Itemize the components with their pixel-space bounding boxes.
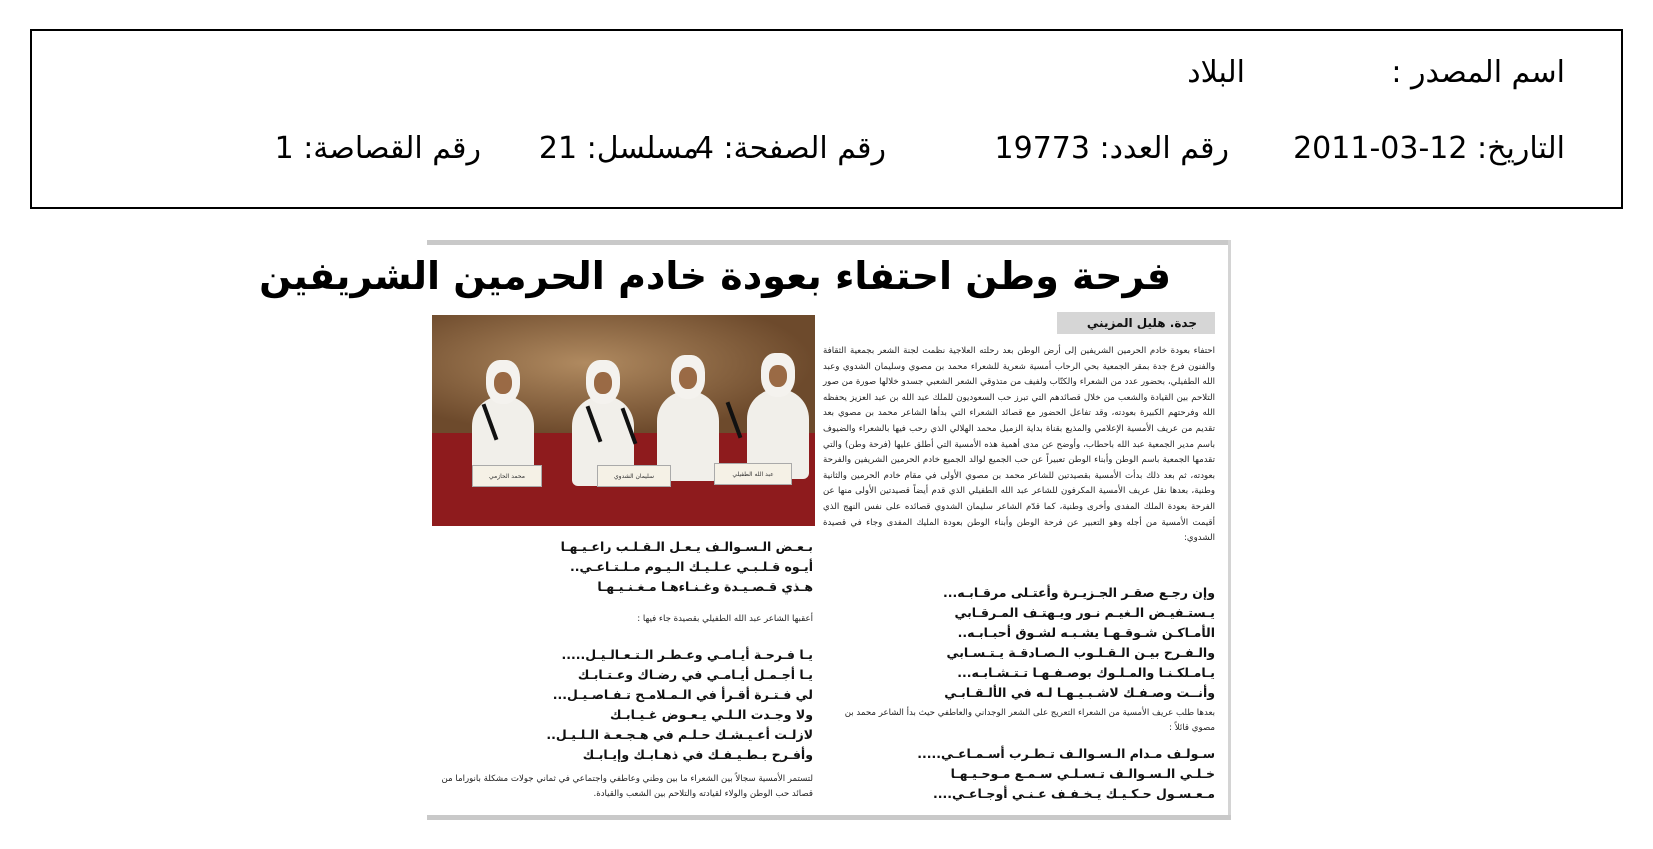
newspaper-clipping	[259, 240, 1231, 820]
source-value: البلاد	[1187, 55, 1245, 90]
article-headline: فرحة وطن احتفاء بعودة خادم الحرمين الشريفين	[259, 254, 1171, 298]
verse-line: يـستـفيـض الـغيـم نـور ويـهتـف المـرقـابي	[954, 605, 1215, 620]
top-rule	[427, 240, 1231, 245]
side-rule	[1228, 240, 1231, 820]
document-header-box	[30, 29, 1623, 209]
verse-line: يـا فـرحـة أيـامـي وعـطـر الـتـعـالـيـل.....	[561, 647, 813, 662]
verse-line: ولا وجـدت الـلـي يـعـوض غـيـابـك	[609, 707, 813, 722]
source-label: اسم المصدر :	[1391, 55, 1565, 90]
verse-line: وأنــت وصـفـك لاشـبـيـهـا لـه في الألـقـابـي	[944, 685, 1215, 700]
verse-line: يـامـلكـنـا والمـلـوك بوصـفـهـا تـتـشـابـه...	[957, 665, 1215, 680]
page-number: رقم الصفحة: 4	[694, 131, 886, 166]
verse-line: والـفـرح بيـن الـقـلـوب الـصـادقـة يـتـسـابي	[946, 645, 1215, 660]
issue-number: رقم العدد: 19773	[994, 131, 1229, 166]
verse-line: أيـوه قـلـبـي عـلـيـك الـيـوم مـلـتـاعـي..	[570, 559, 813, 574]
verse-line: وإن رجـع صقـر الجـزيـرة وأعتـلى مرقـابـه...	[943, 585, 1215, 600]
verse-line: خـلـي الـسـوالـف تـسـلـي سـمـع مـوحـيـهـا	[950, 766, 1215, 781]
article-body: احتفاء بعودة خادم الحرمين الشريفين إلى أرض الوطن بعد رحلته العلاجية نظمت لجنة الشعر بجمعية الثقافة والفنون فرع جدة بمقر الجمعية بحي الرحاب أمسية شعرية للشعراء محمد بن مصوي وسليمان الشدوي وعبد الله الطفيلي، بحضور عدد من الشعراء والكتّاب ولفيف من متذوقي الشعر الشعبي جسدو خلالها صورة من صور التلاحم بين القيادة والشعب من خلال قصائدهم التي تبرز حب السعوديون للملك عبد الله بن عبد العزيز يحفظه الله وفرحتهم الكبيرة بعودته، وقد تفاعل الحضور مع قصائد الشعراء التي بدأها الشاعر محمد بن مصوي بعد تقديم من عريف الأمسية الإعلامي والمذيع بقناة بداية الزميل محمد الهلالي الذي رحب فيها بالشعراء والضيوف باسم مدير الجمعية عبد الله باحطاب، وأوضح عن مدى أهمية هذه الأمسية التي أطلق عليها (فرحة وطن) والتي تقدمها الجمعية باسم الوطن وأبناء الوطن تعبيراً عن حب الجميع لوالد الجميع خادم الحرمين الشريفين والفرحة بعودته، ثم بعد ذلك بدأت الأمسية بقصيدتين للشاعر محمد بن مصوي الأولى في مقام خادم الحرمين والثانية وطنية، بعدها نقل عريف الأمسية المكرفون للشاعر عبد الله الطفيلي الذي قدم أيضاً قصيدتين الأولى منها عن الفرحة بعودة الملك المفدى وأخرى وطنية، كما قدّم الشاعر سليمان الشدوي قصائده على نفس النهج الذي أقيمت الأمسية من أجله وهو التعبير عن فرحة الوطن وأبناء الوطن بعودة المليك المفدى وجاء في قصيدة الشدوي:	[823, 346, 1215, 544]
article-byline: جدة. هليل المزيني	[1057, 312, 1215, 334]
transition-text: بعدها طلب عريف الأمسية من الشعراء التعريج على الشعر الوجداني والعاطفي حيث بدأ الشاعر محمد بن مصوي قائلاً :	[844, 708, 1215, 733]
verse-line: لي فـتـرة أقـرأ في الـمـلامـح تـفـاصـيـل...	[552, 687, 813, 702]
serial-number: مسلسل: 21	[538, 131, 699, 166]
verse-line: هـذي قـصـيـدة وغـنـاءهـا مـغـنـيـهـا	[597, 579, 813, 594]
date-field: التاريخ: 12-03-2011	[1293, 131, 1565, 166]
nameplate: محمد الحازمي	[472, 465, 542, 487]
nameplate: عبد الله الطفيلي	[714, 463, 792, 485]
verse-line: سـولـف مـدام الـسـوالـف تـطـرب أسـمـاعـي.....	[917, 746, 1215, 761]
closing-text: لتستمر الأمسية سجالاً بين الشعراء ما بين وطني وعاطفي واجتماعي في ثماني جولات مشكلة بانوراما من قصائد حب الوطن والولاء لقيادته والتلاحم بين الشعب والقيادة.	[441, 774, 813, 799]
verse-line: الأمـاكـن شـوقـهـا يشـبـه لشـوق أحبـابـه..	[957, 625, 1215, 640]
event-photo	[432, 315, 815, 526]
tufaili-intro: أعقبها الشاعر عبد الله الطفيلي بقصيدة جاء فيها :	[637, 614, 813, 624]
verse-line: لازلـت أعـيـشـك حـلـم في هـجـعـة الـلـيـل..	[546, 727, 813, 742]
verse-line: يـا أجـمـل أيـامـي في رضـاك وعـتـابـك	[577, 667, 813, 682]
verse-line: وأفـرح بـطـيـفـك في ذهـابـك وإيـابـك	[582, 747, 813, 762]
bottom-rule	[427, 815, 1231, 820]
verse-line: بـعـض الـسـوالـف يـعـل الـقـلـب راعـيـهـا	[560, 539, 813, 554]
verse-line: مـعـسـول حـكـيـك يـخـفـف عـنـي أوجـاعـي....	[933, 786, 1215, 801]
nameplate: سليمان الشدوي	[597, 465, 671, 487]
clipping-number: رقم القصاصة: 1	[274, 131, 481, 166]
